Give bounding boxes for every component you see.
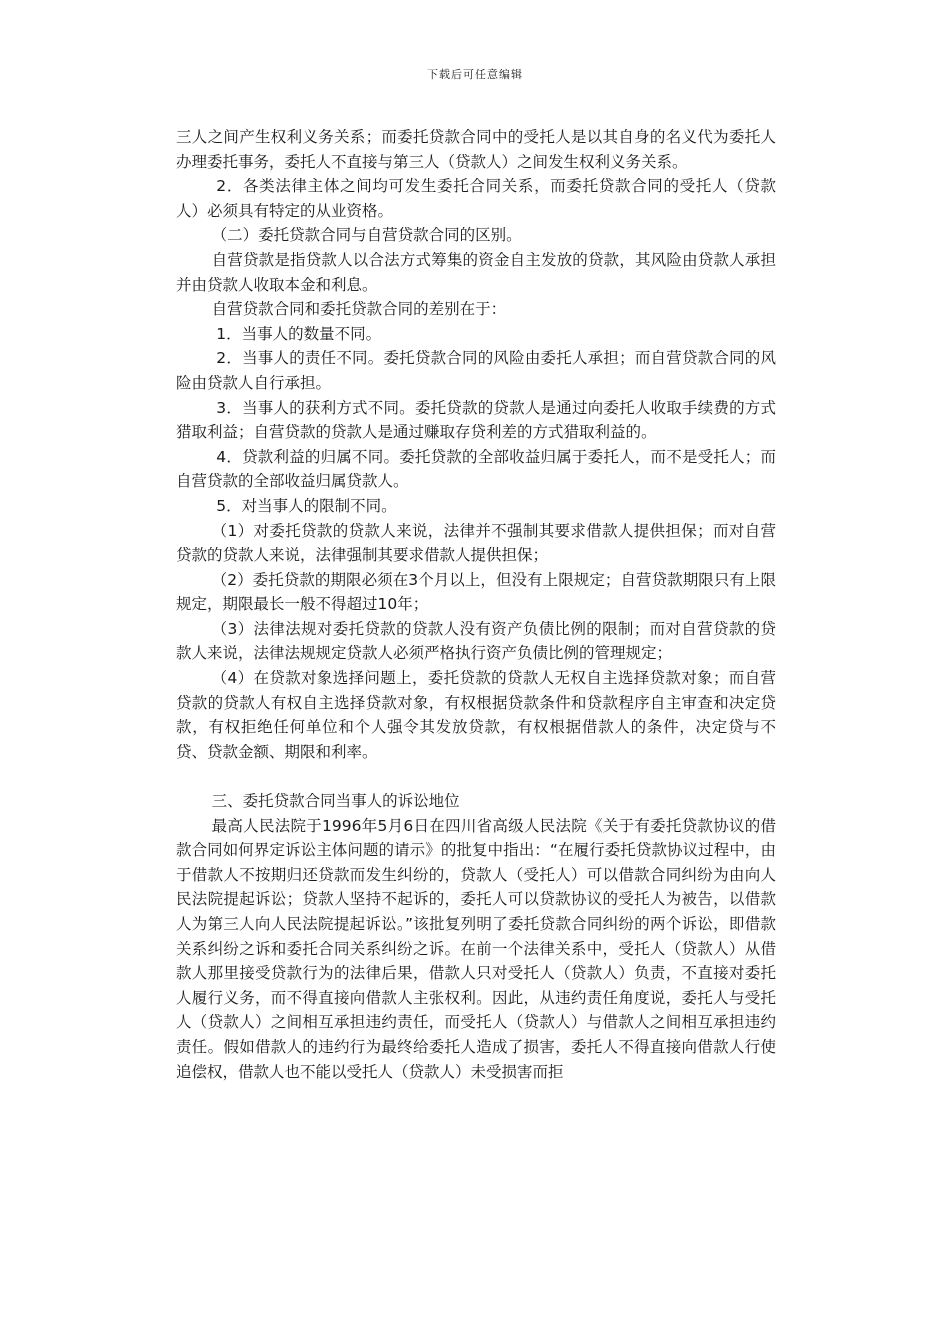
- paragraph-definition: 自营贷款是指贷款人以合法方式筹集的资金自主发放的贷款，其风险由贷款人承担并由贷款人收取本金和利息。: [176, 250, 776, 294]
- paragraph-continuation: 三人之间产生权利义务关系；而委托贷款合同中的受托人是以其自身的名义代为委托人办理委托事务，委托人不直接与第三人（贷款人）之间发生权利义务关系。: [176, 128, 776, 171]
- list-item-1: 1．当事人的数量不同。: [216, 324, 382, 343]
- list-item-5: 5．对当事人的限制不同。: [216, 496, 397, 515]
- paragraph-item-2: 2．各类法律主体之间均可发生委托合同关系，而委托贷款合同的受托人（贷款人）必须具有特定的从业资格。: [176, 177, 776, 220]
- sub-item-4: （4）在贷款对象选择问题上，委托贷款的贷款人无权自主选择贷款对象；而自营贷款的贷款人有权自主选择贷款对象，有权根据贷款条件和贷款程序自主审查和决定贷款，有权拒绝任何单位和个人强令其发放贷款，有权根据借款人的条件，决定贷与不贷、贷款金额、期限和利率。: [176, 669, 776, 761]
- sub-item-2: （2）委托贷款的期限必须在3个月以上，但没有上限规定；自营贷款期限只有上限规定，期限最长一般不得超过10年；: [176, 570, 776, 614]
- list-item-3: 3．当事人的获利方式不同。委托贷款的贷款人是通过向委托人收取手续费的方式猎取利益；自营贷款的贷款人是通过赚取存贷利差的方式猎取利益的。: [176, 398, 776, 442]
- list-item-2: 2．当事人的责任不同。委托贷款合同的风险由委托人承担；而自营贷款合同的风险由贷款人自行承担。: [176, 349, 776, 392]
- sub-item-1: （1）对委托贷款的贷款人来说，法律并不强制其要求借款人提供担保；而对自营贷款的贷款人来说，法律强制其要求借款人提供担保；: [176, 521, 776, 565]
- paragraph-intro: 自营贷款合同和委托贷款合同的差别在于：: [211, 300, 507, 319]
- paragraph-court-reply: 最高人民法院于1996年5月6日在四川省高级人民法院《关于有委托贷款协议的借款合同如何界定诉讼主体问题的请示》的批复中指出：“在履行委托贷款协议过程中，由于借款人不按期归还贷款而发生纠纷的，贷款人（受托人）可以借款合同纠纷为由向人民法院提起诉讼；贷款人坚持不起诉的，委托人可以贷款协议的受托人为被告，以借款人为第三人向人民法院提起诉讼。”该批复列明了委托贷款合同纠纷的两个诉讼，即借款关系纠纷之诉和委托合同关系纠纷之诉。在前一个法律关系中，受托人（贷款人）从借款人那里接受贷款行为的法律后果，借款人只对受托人（贷款人）负责，不直接对委托人履行义务，而不得直接向借款人主张权利。因此，从违约责任角度说，委托人与受托人（贷款人）之间相互承担违约责任，而受托人（贷款人）与借款人之间相互承担违约责任。假如借款人的违约行为最终给委托人造成了损害，委托人不得直接向借款人行使追偿权，借款人也不能以受托人（贷款人）未受损害而拒: [176, 816, 776, 1081]
- section-heading-3: 三、委托贷款合同当事人的诉讼地位: [211, 792, 460, 811]
- page-header: 下载后可任意编辑: [427, 68, 523, 81]
- blank-line: [176, 764, 776, 789]
- list-item-4: 4．贷款利益的归属不同。委托贷款的全部收益归属于委托人，而不是受托人；而自营贷款的全部收益归属贷款人。: [176, 447, 776, 491]
- document-body: [176, 125, 776, 1084]
- sub-item-3: （3）法律法规对委托贷款的贷款人没有资产负债比例的限制；而对自营贷款的贷款人来说，法律法规规定贷款人必须严格执行资产负债比例的管理规定；: [176, 619, 776, 663]
- section-heading-2: （二）委托贷款合同与自营贷款合同的区别。: [211, 226, 522, 245]
